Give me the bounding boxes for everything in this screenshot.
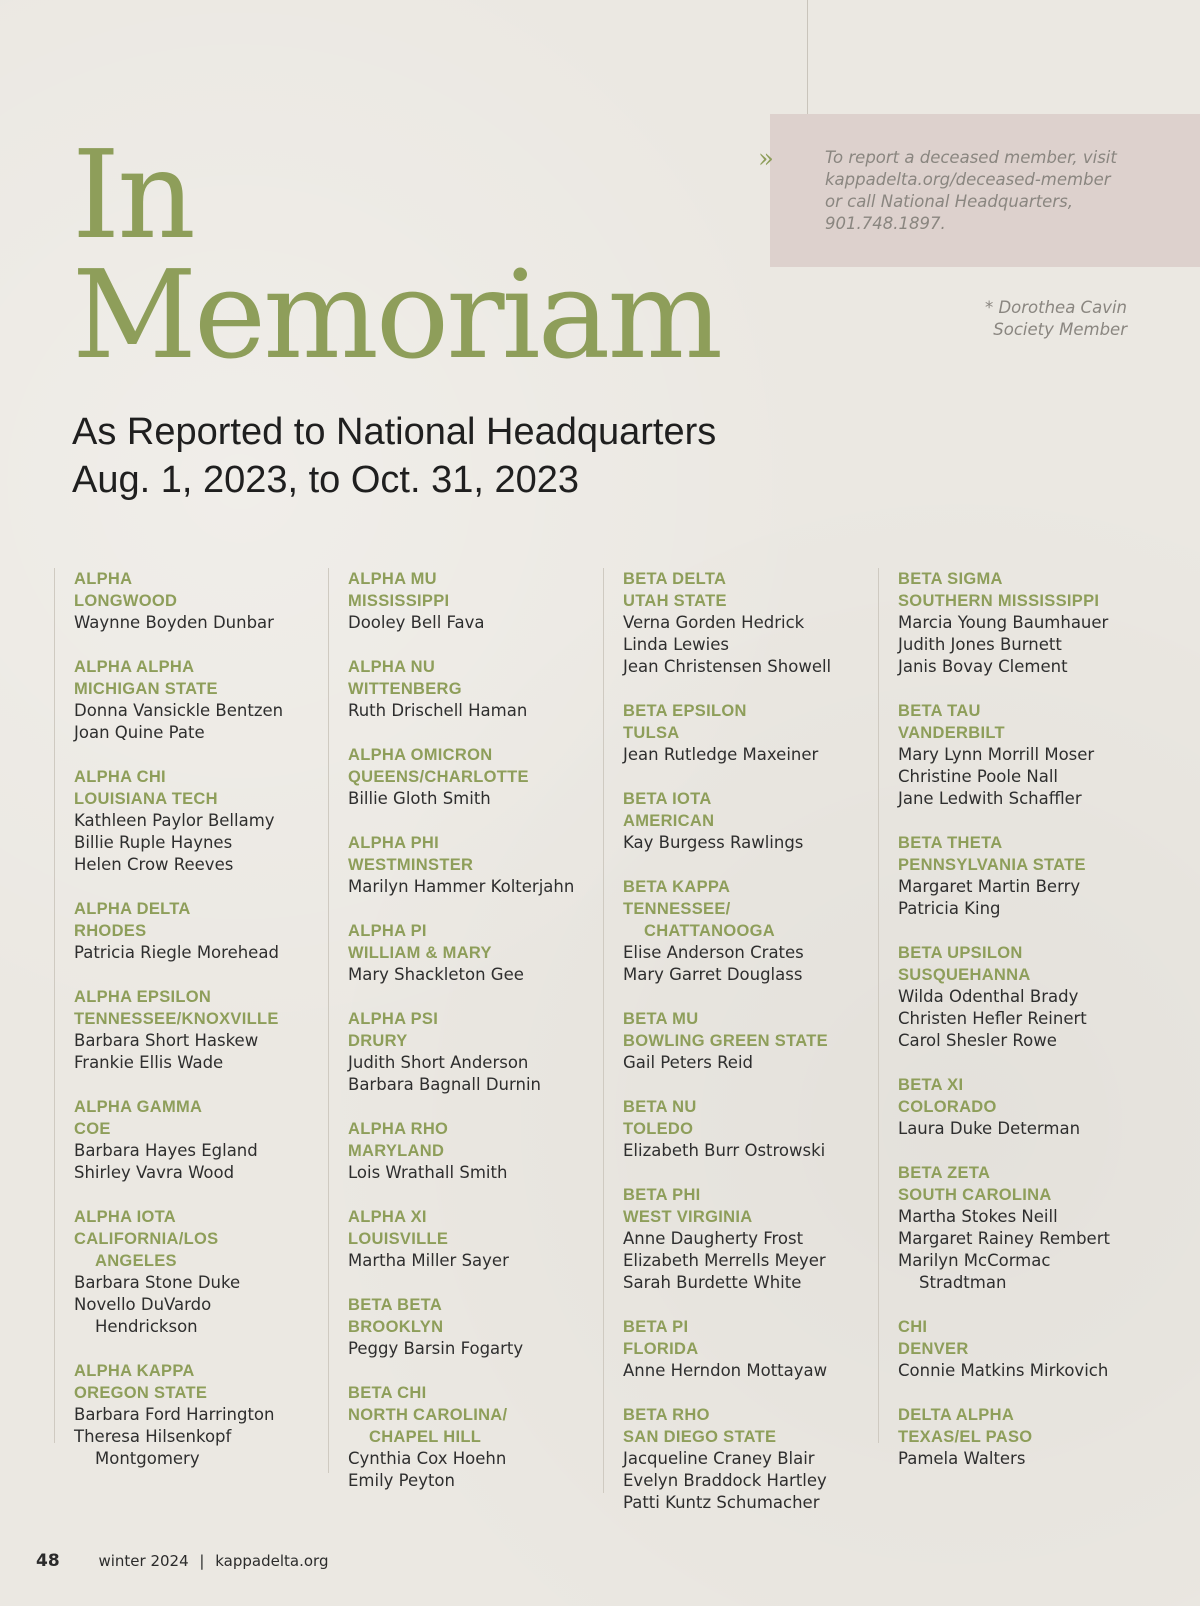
chapter-entry [898, 832, 1154, 920]
chapter-name: BETA SIGMA [898, 570, 1003, 588]
chapter-name: ALPHA PI [348, 922, 427, 940]
member-name: Verna Gorden Hedrick [623, 613, 805, 632]
chapter-entry [348, 1008, 604, 1096]
chapter-name: BETA THETA [898, 834, 1003, 852]
chapter-school: WESTMINSTER [348, 856, 474, 874]
chapter-entry [898, 942, 1154, 1052]
member-name: Patricia King [898, 899, 1001, 918]
member-name: Dooley Bell Fava [348, 613, 485, 632]
member-name: Marilyn Hammer Kolterjahn [348, 877, 575, 896]
chapter-school: PENNSYLVANIA STATE [898, 856, 1086, 874]
chapter-name: BETA DELTA [623, 570, 727, 588]
chapter-school: ANGELES [95, 1252, 177, 1270]
member-name: Anne Daugherty Frost [623, 1229, 804, 1248]
chapter-school: LOUISVILLE [348, 1230, 449, 1248]
member-name: Judith Jones Burnett [898, 635, 1062, 654]
chapter-name: ALPHA PHI [348, 834, 440, 852]
member-name: Stradtman [919, 1273, 1007, 1292]
member-name: Cynthia Cox Hoehn [348, 1449, 507, 1468]
chapter-entry [898, 568, 1154, 678]
chapter-school: COLORADO [898, 1098, 997, 1116]
member-name: Elise Anderson Crates [623, 943, 804, 962]
chapter-name: BETA CHI [348, 1384, 427, 1402]
chapter-school: WITTENBERG [348, 680, 462, 698]
member-name: Christen Hefler Reinert [898, 1009, 1087, 1028]
title-line-1: In [72, 124, 193, 266]
column-4 [878, 568, 1154, 1468]
chapter-name: ALPHA XI [348, 1208, 427, 1226]
chapter-school: FLORIDA [623, 1340, 699, 1358]
chapter-name: BETA EPSILON [623, 702, 747, 720]
member-name: Barbara Short Haskew [74, 1031, 259, 1050]
member-name: Jane Ledwith Schaffler [898, 789, 1082, 808]
chapter-school: MICHIGAN STATE [74, 680, 218, 698]
member-name: Martha Stokes Neill [898, 1207, 1058, 1226]
chapter-entry [898, 1404, 1154, 1470]
chapter-name: ALPHA NU [348, 658, 436, 676]
chapter-entry [74, 1206, 330, 1338]
chapter-name: BETA ZETA [898, 1164, 991, 1182]
chapter-name: DELTA ALPHA [898, 1406, 1015, 1424]
chapter-name: CHI [898, 1318, 928, 1336]
chapter-entry [623, 876, 879, 986]
chapter-school: NORTH CAROLINA/ [348, 1406, 508, 1424]
member-name: Emily Peyton [348, 1471, 455, 1490]
chapter-school: BOWLING GREEN STATE [623, 1032, 828, 1050]
member-name: Marcia Young Baumhauer [898, 613, 1109, 632]
member-name: Frankie Ellis Wade [74, 1053, 224, 1072]
chapter-school: SOUTH CAROLINA [898, 1186, 1052, 1204]
footer-site-link[interactable]: kappadelta.org [215, 1552, 329, 1570]
member-name: Pamela Walters [898, 1449, 1026, 1468]
member-name: Billie Ruple Haynes [74, 833, 233, 852]
member-name: Judith Short Anderson [348, 1053, 529, 1072]
member-name: Evelyn Braddock Hartley [623, 1471, 827, 1490]
chapter-name: BETA RHO [623, 1406, 710, 1424]
member-name: Mary Garret Douglass [623, 965, 803, 984]
member-name: Helen Crow Reeves [74, 855, 234, 874]
member-name: Kay Burgess Rawlings [623, 833, 804, 852]
chapter-name: ALPHA CHI [74, 768, 166, 786]
chapter-name: BETA PI [623, 1318, 689, 1336]
society-member-note [985, 297, 1127, 341]
member-name: Sarah Burdette White [623, 1273, 802, 1292]
chapter-entry [74, 656, 330, 744]
member-name: Gail Peters Reid [623, 1053, 754, 1072]
chapter-school: QUEENS/CHARLOTTE [348, 768, 529, 786]
notice-text [825, 147, 1155, 235]
member-name: Kathleen Paylor Bellamy [74, 811, 275, 830]
footer-issue: winter 2024 [98, 1552, 189, 1570]
member-name: Carol Shesler Rowe [898, 1031, 1057, 1050]
member-name: Jean Christensen Showell [623, 657, 832, 676]
chapter-name: BETA UPSILON [898, 944, 1023, 962]
chapter-school: WEST VIRGINIA [623, 1208, 753, 1226]
footer-separator: | [199, 1552, 205, 1570]
chapter-name: ALPHA RHO [348, 1120, 449, 1138]
chapter-school: LONGWOOD [74, 592, 178, 610]
page-number: 48 [36, 1551, 60, 1571]
chapter-school: RHODES [74, 922, 147, 940]
member-name: Margaret Martin Berry [898, 877, 1081, 896]
member-name: Mary Shackleton Gee [348, 965, 524, 984]
member-name: Jacqueline Craney Blair [623, 1449, 815, 1468]
member-name: Barbara Hayes Egland [74, 1141, 258, 1160]
member-name: Laura Duke Determan [898, 1119, 1081, 1138]
column-2 [328, 568, 604, 1490]
chapter-name: ALPHA PSI [348, 1010, 439, 1028]
chapter-name: ALPHA IOTA [74, 1208, 176, 1226]
member-name: Ruth Drischell Haman [348, 701, 528, 720]
chapter-entry [348, 1382, 604, 1492]
chapter-entry [348, 832, 604, 898]
chapter-entry [348, 656, 604, 722]
member-name: Christine Poole Nall [898, 767, 1059, 786]
chapter-school: CHAPEL HILL [369, 1428, 482, 1446]
chapter-name: ALPHA DELTA [74, 900, 191, 918]
chapter-name: BETA XI [898, 1076, 964, 1094]
chapter-school: SOUTHERN MISSISSIPPI [898, 592, 1100, 610]
chapter-entry [348, 568, 604, 634]
member-name: Wilda Odenthal Brady [898, 987, 1079, 1006]
chapter-entry [623, 700, 879, 766]
chapter-name: ALPHA MU [348, 570, 437, 588]
chapter-school: BROOKLYN [348, 1318, 444, 1336]
notice-line-link[interactable]: kappadelta.org/deceased-member [825, 170, 1111, 189]
chapter-school: LOUISIANA TECH [74, 790, 218, 808]
member-name: Linda Lewies [623, 635, 729, 654]
chapter-entry [74, 766, 330, 876]
chapter-entry [623, 1184, 879, 1294]
member-name: Shirley Vavra Wood [74, 1163, 235, 1182]
chapter-name: ALPHA [74, 570, 133, 588]
chapter-name: ALPHA ALPHA [74, 658, 195, 676]
subtitle-line-2: Aug. 1, 2023, to Oct. 31, 2023 [72, 459, 580, 501]
society-note-line: * Dorothea Cavin [984, 298, 1127, 317]
chapter-school: UTAH STATE [623, 592, 727, 610]
chapter-school: WILLIAM & MARY [348, 944, 492, 962]
chapter-entry [74, 898, 330, 964]
member-name: Lois Wrathall Smith [348, 1163, 508, 1182]
member-name: Barbara Ford Harrington [74, 1405, 275, 1424]
member-name: Connie Matkins Mirkovich [898, 1361, 1109, 1380]
chapter-entry [623, 1008, 879, 1074]
chapter-school: TENNESSEE/KNOXVILLE [74, 1010, 279, 1028]
member-name: Marilyn McCormac [898, 1251, 1051, 1270]
chapter-entry [74, 1096, 330, 1184]
page-title [72, 124, 721, 386]
member-name: Hendrickson [95, 1317, 198, 1336]
chapter-school: CHATTANOOGA [644, 922, 776, 940]
member-name: Patricia Riegle Morehead [74, 943, 279, 962]
member-name: Mary Lynn Morrill Moser [898, 745, 1095, 764]
member-name: Donna Vansickle Bentzen [74, 701, 284, 720]
chapter-entry [898, 1074, 1154, 1140]
chapter-name: ALPHA KAPPA [74, 1362, 195, 1380]
chapter-entry [74, 986, 330, 1074]
member-name: Barbara Stone Duke [74, 1273, 241, 1292]
member-name: Elizabeth Merrells Meyer [623, 1251, 826, 1270]
chapter-entry [623, 1096, 879, 1162]
member-name: Margaret Rainey Rembert [898, 1229, 1110, 1248]
page-footer [36, 1551, 328, 1571]
chapter-school: DRURY [348, 1032, 408, 1050]
chapter-entry [623, 1404, 879, 1514]
member-name: Joan Quine Pate [74, 723, 205, 742]
chapter-entry [348, 744, 604, 810]
chapter-school: TOLEDO [623, 1120, 694, 1138]
chapter-entry [623, 568, 879, 678]
chapter-school: TENNESSEE/ [623, 900, 731, 918]
chapter-entry [898, 700, 1154, 810]
chapter-name: BETA NU [623, 1098, 697, 1116]
notice-line-phone: 901.748.1897. [825, 214, 946, 233]
chapter-school: COE [74, 1120, 111, 1138]
member-name: Peggy Barsin Fogarty [348, 1339, 524, 1358]
member-name: Waynne Boyden Dunbar [74, 613, 274, 632]
member-name: Janis Bovay Clement [898, 657, 1068, 676]
chapter-school: SUSQUEHANNA [898, 966, 1031, 984]
chapter-name: BETA KAPPA [623, 878, 731, 896]
chapter-name: ALPHA GAMMA [74, 1098, 203, 1116]
chapter-entry [898, 1162, 1154, 1294]
chapter-entry [623, 1316, 879, 1382]
chapter-name: BETA MU [623, 1010, 699, 1028]
member-name: Billie Gloth Smith [348, 789, 491, 808]
member-name: Jean Rutledge Maxeiner [623, 745, 819, 764]
chapter-entry [898, 1316, 1154, 1382]
page-subtitle [72, 408, 716, 504]
column-3 [603, 568, 879, 1512]
chapter-entry [74, 568, 330, 634]
member-name: Barbara Bagnall Durnin [348, 1075, 541, 1094]
member-name: Elizabeth Burr Ostrowski [623, 1141, 826, 1160]
column-1 [54, 568, 330, 1468]
chapter-school: AMERICAN [623, 812, 715, 830]
chapter-school: DENVER [898, 1340, 969, 1358]
member-name: Montgomery [95, 1449, 200, 1468]
chapter-entry [74, 1360, 330, 1470]
title-line-2: Memoriam [72, 244, 721, 386]
subtitle-line-1: As Reported to National Headquarters [72, 411, 717, 453]
chapter-school: SAN DIEGO STATE [623, 1428, 777, 1446]
notice-line: To report a deceased member, visit [825, 148, 1117, 167]
chapter-entry [348, 920, 604, 986]
chapter-entry [348, 1206, 604, 1272]
chapter-entry [348, 1294, 604, 1360]
chapter-school: TEXAS/EL PASO [898, 1428, 1033, 1446]
chapter-name: BETA BETA [348, 1296, 443, 1314]
notice-line: or call National Headquarters, [825, 192, 1073, 211]
chapter-school: MARYLAND [348, 1142, 445, 1160]
chapter-name: BETA IOTA [623, 790, 712, 808]
chapter-entry [348, 1118, 604, 1184]
chapter-name: BETA TAU [898, 702, 981, 720]
top-divider-rule [807, 0, 808, 132]
member-name: Novello DuVardo [74, 1295, 212, 1314]
chapter-school: MISSISSIPPI [348, 592, 450, 610]
chapter-school: TULSA [623, 724, 680, 742]
double-chevron-icon: » [758, 144, 774, 174]
society-note-line: Society Member [993, 320, 1127, 339]
member-name: Anne Herndon Mottayaw [623, 1361, 828, 1380]
chapter-name: ALPHA OMICRON [348, 746, 493, 764]
chapter-school: VANDERBILT [898, 724, 1005, 742]
member-name: Martha Miller Sayer [348, 1251, 509, 1270]
member-name: Theresa Hilsenkopf [74, 1427, 232, 1446]
chapter-school: OREGON STATE [74, 1384, 208, 1402]
chapter-school: CALIFORNIA/LOS [74, 1230, 219, 1248]
member-name: Patti Kuntz Schumacher [623, 1493, 820, 1512]
chapter-name: ALPHA EPSILON [74, 988, 212, 1006]
chapter-entry [623, 788, 879, 854]
chapter-name: BETA PHI [623, 1186, 701, 1204]
